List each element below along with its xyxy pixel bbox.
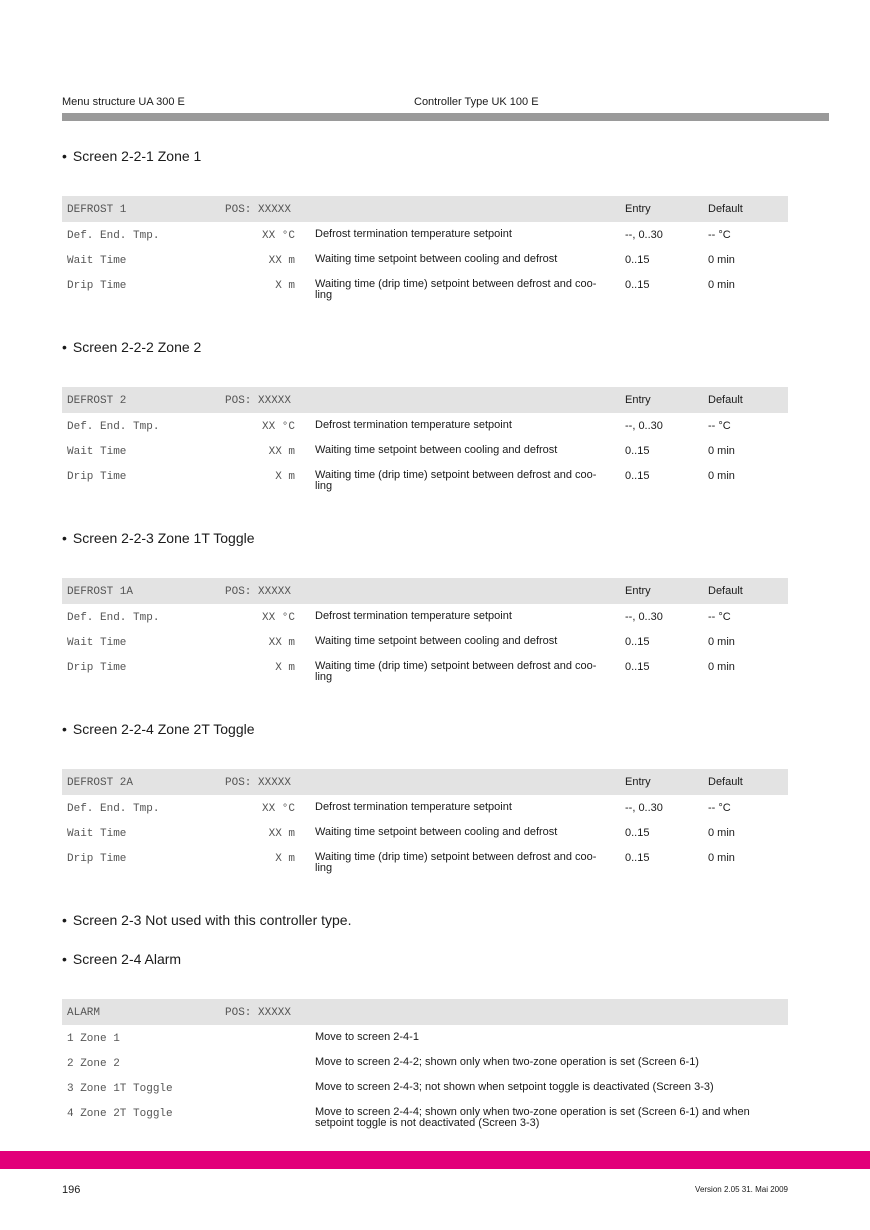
table-row xyxy=(62,222,788,247)
parameter-name: Wait Time xyxy=(67,828,127,840)
note-bullet xyxy=(62,912,351,928)
parameter-description: Waiting time setpoint between cooling and defrost xyxy=(315,444,558,456)
table-row xyxy=(62,820,788,845)
menu-row[interactable] xyxy=(62,1050,788,1075)
section-title: Screen 2-2-2 Zone 2 xyxy=(72,339,202,355)
section-bullet xyxy=(62,530,255,546)
table-row xyxy=(62,413,788,438)
entry-header: Entry xyxy=(625,776,651,788)
entry-range: 0..15 xyxy=(625,661,650,673)
parameter-name: Def. End. Tmp. xyxy=(67,230,160,242)
entry-range: --, 0..30 xyxy=(625,420,663,432)
table-row xyxy=(62,272,788,301)
default-value: -- °C xyxy=(708,229,731,241)
table-header xyxy=(62,387,788,413)
parameter-value: XX °C xyxy=(261,421,295,433)
position-code: POS: XXXXX xyxy=(225,1007,292,1019)
default-value: 0 min xyxy=(708,661,735,673)
default-value: -- °C xyxy=(708,611,731,623)
parameter-value: XX m xyxy=(268,255,295,267)
parameter-description: Waiting time setpoint between cooling and defrost xyxy=(315,635,558,647)
menu-item-description: Move to screen 2-4-1 xyxy=(315,1031,419,1043)
table-header xyxy=(62,999,788,1025)
alarm-title: Screen 2-4 Alarm xyxy=(72,951,182,967)
section-title: Screen 2-2-3 Zone 1T Toggle xyxy=(72,530,255,546)
header-rule xyxy=(62,113,829,121)
parameter-description: Waiting time (drip time) setpoint between defrost and coo- ling xyxy=(315,851,597,874)
menu-row[interactable] xyxy=(62,1025,788,1050)
entry-header: Entry xyxy=(625,203,651,215)
parameter-value: XX °C xyxy=(261,230,295,242)
parameter-value: XX °C xyxy=(261,803,295,815)
table-row xyxy=(62,604,788,629)
header-left: Menu structure UA 300 E xyxy=(62,96,185,108)
default-value: 0 min xyxy=(708,470,735,482)
page-number: 196 xyxy=(62,1184,81,1196)
parameter-description: Waiting time (drip time) setpoint between defrost and coo- ling xyxy=(315,469,597,492)
note-text: Screen 2-3 Not used with this controller type. xyxy=(72,912,352,928)
default-value: 0 min xyxy=(708,445,735,457)
version-info: Version 2.05 31. Mai 2009 xyxy=(695,1185,788,1194)
entry-range: 0..15 xyxy=(625,852,650,864)
parameter-value: XX °C xyxy=(261,612,295,624)
bullet-dot: • xyxy=(62,912,67,928)
parameter-name: Wait Time xyxy=(67,446,127,458)
position-code: POS: XXXXX xyxy=(225,586,292,598)
screen-name: DEFROST 2 xyxy=(67,395,127,407)
parameter-value: XX m xyxy=(268,446,295,458)
menu-item-description: Move to screen 2-4-3; not shown when setpoint toggle is deactivated (Screen 3-3) xyxy=(315,1081,714,1093)
parameter-name: Drip Time xyxy=(67,280,127,292)
parameter-table xyxy=(62,769,788,874)
parameter-description: Defrost termination temperature setpoint xyxy=(315,228,512,240)
entry-range: --, 0..30 xyxy=(625,229,663,241)
table-row xyxy=(62,654,788,683)
default-value: 0 min xyxy=(708,254,735,266)
parameter-value: X m xyxy=(275,280,295,292)
screen-name: DEFROST 2A xyxy=(67,777,134,789)
section-bullet xyxy=(62,721,255,737)
screen-name: DEFROST 1 xyxy=(67,204,127,216)
parameter-name: Def. End. Tmp. xyxy=(67,803,160,815)
entry-header: Entry xyxy=(625,585,651,597)
parameter-table xyxy=(62,387,788,492)
default-value: 0 min xyxy=(708,636,735,648)
table-row xyxy=(62,795,788,820)
bullet-dot: • xyxy=(62,339,67,355)
parameter-value: XX m xyxy=(268,637,295,649)
menu-item-name: 4 Zone 2T Toggle xyxy=(67,1108,173,1120)
position-code: POS: XXXXX xyxy=(225,395,292,407)
parameter-name: Wait Time xyxy=(67,637,127,649)
parameter-description: Waiting time (drip time) setpoint between defrost and coo- ling xyxy=(315,278,597,301)
section-title: Screen 2-2-4 Zone 2T Toggle xyxy=(72,721,255,737)
table-header xyxy=(62,196,788,222)
parameter-value: X m xyxy=(275,662,295,674)
table-row xyxy=(62,629,788,654)
screen-name: ALARM xyxy=(67,1007,101,1019)
parameter-name: Drip Time xyxy=(67,662,127,674)
menu-item-description: Move to screen 2-4-4; shown only when two-zone operation is set (Screen 6-1) and when setpoint toggle is not deactivated (Screen 3-3) xyxy=(315,1106,750,1129)
menu-row[interactable] xyxy=(62,1075,788,1100)
section-title: Screen 2-2-1 Zone 1 xyxy=(72,148,202,164)
section-bullet xyxy=(62,148,201,164)
parameter-value: X m xyxy=(275,853,295,865)
default-value: -- °C xyxy=(708,802,731,814)
default-header: Default xyxy=(708,585,743,597)
header-center: Controller Type UK 100 E xyxy=(414,96,539,108)
menu-item-name: 3 Zone 1T Toggle xyxy=(67,1083,173,1095)
parameter-name: Def. End. Tmp. xyxy=(67,421,160,433)
section-bullet xyxy=(62,339,201,355)
entry-range: 0..15 xyxy=(625,636,650,648)
entry-header: Entry xyxy=(625,394,651,406)
table-row xyxy=(62,438,788,463)
parameter-name: Wait Time xyxy=(67,255,127,267)
entry-range: 0..15 xyxy=(625,254,650,266)
table-row xyxy=(62,845,788,874)
table-header xyxy=(62,769,788,795)
parameter-description: Defrost termination temperature setpoint xyxy=(315,419,512,431)
position-code: POS: XXXXX xyxy=(225,204,292,216)
parameter-name: Drip Time xyxy=(67,471,127,483)
parameter-description: Waiting time setpoint between cooling and defrost xyxy=(315,826,558,838)
entry-range: --, 0..30 xyxy=(625,802,663,814)
table-header xyxy=(62,578,788,604)
default-header: Default xyxy=(708,776,743,788)
menu-item-name: 1 Zone 1 xyxy=(67,1033,120,1045)
entry-range: 0..15 xyxy=(625,827,650,839)
position-code: POS: XXXXX xyxy=(225,777,292,789)
default-header: Default xyxy=(708,394,743,406)
menu-row[interactable] xyxy=(62,1100,788,1129)
menu-item-name: 2 Zone 2 xyxy=(67,1058,120,1070)
entry-range: 0..15 xyxy=(625,445,650,457)
default-header: Default xyxy=(708,203,743,215)
screen-name: DEFROST 1A xyxy=(67,586,134,598)
parameter-table xyxy=(62,196,788,301)
bullet-dot: • xyxy=(62,530,67,546)
alarm-table xyxy=(62,999,788,1129)
bullet-dot: • xyxy=(62,148,67,164)
alarm-bullet xyxy=(62,951,181,967)
default-value: 0 min xyxy=(708,827,735,839)
default-value: 0 min xyxy=(708,852,735,864)
parameter-description: Defrost termination temperature setpoint xyxy=(315,801,512,813)
parameter-value: X m xyxy=(275,471,295,483)
default-value: -- °C xyxy=(708,420,731,432)
entry-range: 0..15 xyxy=(625,279,650,291)
default-value: 0 min xyxy=(708,279,735,291)
bullet-dot: • xyxy=(62,721,67,737)
footer-bar xyxy=(0,1151,870,1169)
parameter-name: Drip Time xyxy=(67,853,127,865)
entry-range: 0..15 xyxy=(625,470,650,482)
parameter-description: Waiting time (drip time) setpoint between defrost and coo- ling xyxy=(315,660,597,683)
table-row xyxy=(62,247,788,272)
menu-item-description: Move to screen 2-4-2; shown only when two-zone operation is set (Screen 6-1) xyxy=(315,1056,699,1068)
table-row xyxy=(62,463,788,492)
parameter-name: Def. End. Tmp. xyxy=(67,612,160,624)
parameter-description: Defrost termination temperature setpoint xyxy=(315,610,512,622)
parameter-value: XX m xyxy=(268,828,295,840)
parameter-description: Waiting time setpoint between cooling and defrost xyxy=(315,253,558,265)
bullet-dot: • xyxy=(62,951,67,967)
parameter-table xyxy=(62,578,788,683)
entry-range: --, 0..30 xyxy=(625,611,663,623)
